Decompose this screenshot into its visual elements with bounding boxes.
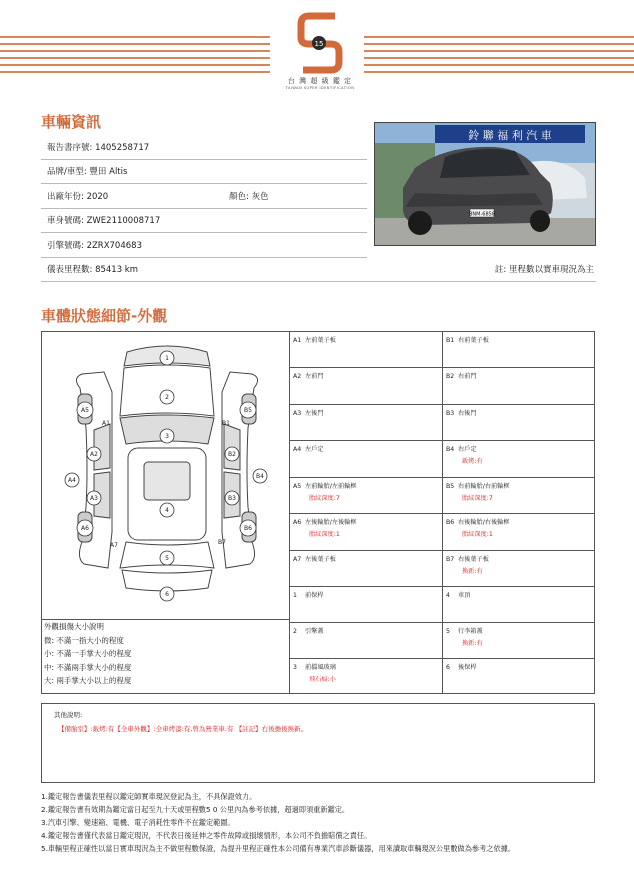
part-label [446,662,592,671]
disclaimer-item: 1.鑑定報告書儀表里程以鑑定師實車現況登記為主，不具保證效力。 [41,792,257,801]
part-label [293,517,439,526]
company-logo [282,12,358,104]
part-cell-right [443,514,595,551]
part-name: 左前葉子板 [305,337,336,344]
part-name: 引擎蓋 [305,628,324,635]
part-cell-left [290,405,443,441]
disclaimer-item: 2.鑑定報告書有效期為鑑定當日起至九十天或里程數5 0 公里內為參考依據，超過即須重新鑑定。 [41,805,350,814]
diagram-label-2: 2 [165,394,169,401]
part-code: B7 [446,556,455,563]
legend-item: 小: 不滿一手掌大小的程度 [44,649,132,658]
part-cell-right [443,368,595,405]
other-notes-box [41,703,595,783]
diagram-label-6: 6 [165,591,169,598]
engine-number: 引擎號碼: 2ZRX704683 [47,241,142,251]
mileage-row [41,258,596,282]
part-name: 車頂 [458,592,471,599]
diagram-label-a2: A2 [90,451,98,458]
part-cell-left [290,441,443,478]
part-code: A5 [293,483,302,490]
diagram-label-a7: A7 [110,542,118,549]
part-label [446,554,592,563]
diagram-label-b1: B1 [222,420,230,427]
notes-title: 其他說明: [54,711,83,719]
part-cell-right [443,441,595,478]
part-cell-left [290,659,443,694]
part-code: B4 [446,446,455,453]
report-number: 報告書序號: 1405258717 [47,143,150,153]
part-cell-right [443,623,595,659]
part-name: 右前門 [458,373,477,380]
part-cell-left [290,478,443,514]
part-name: 右前輪胎/右前輪框 [458,483,510,490]
legend-item: 微: 不滿一指大小的程度 [44,635,124,645]
part-name: 前擋風玻璃 [305,664,336,671]
vehicle-section-title: 車輛資訊 [41,113,102,131]
part-code: A1 [293,337,302,344]
part-label [293,554,439,563]
part-name: 後保桿 [458,664,477,671]
part-code: A7 [293,556,302,563]
part-name: 行李箱蓋 [458,628,483,635]
diagram-label-b3: B3 [228,495,236,502]
part-name: 右後葉子板 [458,556,489,563]
header-stripes-left [0,36,270,81]
part-name: 左前輪胎/左前輪框 [305,483,357,490]
report-number-row [41,136,367,160]
part-name: 左後門 [305,410,324,417]
part-code: B3 [446,410,455,417]
part-cell-right [443,551,595,587]
diagram-label-1: 1 [165,355,169,362]
part-name: 右後輪胎/右後輪框 [458,519,510,526]
part-label [293,626,439,635]
part-cell-left [290,551,443,587]
diagram-label-a5: A5 [81,407,89,414]
part-damage: 胎紋深度:7 [462,495,493,502]
year-color-row [41,185,367,209]
part-label [293,371,439,380]
car-diagram-cell [42,332,290,620]
mileage: 儀表里程數: 85413 km [47,265,139,275]
part-code: B2 [446,373,455,380]
part-name: 前保桿 [305,592,324,599]
brand-row [41,160,367,184]
part-code: B5 [446,483,455,490]
part-cell-right [443,659,595,694]
part-label [446,590,592,599]
brand-model: 品牌/車型: 豐田 Altis [47,167,128,177]
part-cell-right [443,405,595,441]
part-code: 2 [293,628,297,635]
part-name: 右前葉子板 [458,337,489,344]
part-code: A3 [293,410,302,417]
part-code: B6 [446,519,455,526]
part-cell-left [290,514,443,551]
damage-size-legend [42,620,290,694]
diagram-label-a6: A6 [81,525,89,532]
part-label [293,481,439,490]
diagram-label-b2: B2 [228,451,236,458]
exterior-condition-table [41,331,595,694]
part-label [293,444,439,453]
diagram-label-b5: B5 [244,407,252,414]
part-damage: 鈑烤:有 [462,458,483,465]
part-code: 1 [293,592,297,599]
part-name: 左後輪胎/左後輪框 [305,519,357,526]
part-label [446,335,592,344]
part-name: 右戶定 [458,446,477,453]
license-plate: BNM-6858 [468,211,496,218]
notes-content: 【備胎室】:鈑烤:有【全車外觀】:全車烤漆:有,曾為營業車:有 【註記】右後擔後換新。 [58,725,308,733]
part-damage: 胎紋深度:1 [462,531,493,538]
part-code: 3 [293,664,297,671]
diagram-label-4: 4 [165,507,169,514]
diagram-label-b6: B6 [244,525,252,532]
diagram-label-a4: A4 [68,477,76,484]
part-label [293,335,439,344]
part-damage: 胎紋深度:7 [309,495,340,502]
part-cell-left [290,587,443,623]
part-cell-right [443,332,595,368]
part-code: 4 [446,592,450,599]
part-cell-left [290,332,443,368]
part-label [293,590,439,599]
dealer-sign: 鈴 聯 福 利 汽 車 [468,129,552,142]
svg-text:15: 15 [314,40,324,48]
part-label [293,662,439,671]
legend-title: 外觀損傷大小說明 [44,622,104,631]
vehicle-color: 顏色: 灰色 [229,192,269,202]
part-code: 5 [446,628,450,635]
part-label [293,408,439,417]
part-code: 6 [446,664,450,671]
part-damage: 胎紋深度:1 [309,531,340,538]
diagram-label-5: 5 [165,555,169,562]
part-name: 右後門 [458,410,477,417]
vin-row [41,209,367,233]
part-label [446,481,592,490]
part-code: A2 [293,373,302,380]
diagram-label-3: 3 [165,433,169,440]
part-code: A4 [293,446,302,453]
part-code: B1 [446,337,455,344]
part-name: 左後葉子板 [305,556,336,563]
part-code: A6 [293,519,302,526]
part-label [446,517,592,526]
engine-row [41,234,367,258]
diagram-label-b4: B4 [256,473,264,480]
part-damage: 飛石痕:小 [309,676,336,683]
part-label [446,408,592,417]
part-cell-right [443,478,595,514]
diagram-label-a3: A3 [90,495,98,502]
disclaimer-list [41,790,601,855]
vin-number: 車身號碼: ZWE2110008717 [47,216,161,226]
part-name: 左前門 [305,373,324,380]
part-cell-left [290,368,443,405]
part-cell-left [290,623,443,659]
part-label [446,626,592,635]
mileage-note: 註: 里程數以實車現況為主 [494,265,594,275]
logo-chinese-name: 台 灣 超 級 鑑 定 [287,77,353,85]
part-cell-right [443,587,595,623]
legend-item: 大: 兩手掌大小以上的程度 [44,676,132,685]
part-damage: 換新:有 [462,640,483,647]
disclaimer-item: 4.鑑定報告書僅代表當日鑑定現況，不代表日後延伸之零件故障或損壞情形，本公司不負擔賠償之責任。 [41,831,372,840]
manufacture-year: 出廠年份: 2020 [47,192,109,202]
logo-s-icon [297,12,343,74]
legend-item: 中: 不滿兩手掌大小的程度 [44,662,132,672]
part-name: 左戶定 [305,446,324,453]
part-label [446,444,592,453]
part-damage: 換新:有 [462,568,483,575]
part-label [446,371,592,380]
car-diagram [42,332,289,619]
logo-english-name: TAIWAN SUPER IDENTIFICATION [285,86,355,90]
disclaimer-item: 3.汽車引擎、變速箱、電機、電子消耗性零件不在鑑定範圍。 [41,818,235,827]
exterior-section-title: 車體狀態細節-外觀 [41,307,168,325]
disclaimer-item: 5.車輛里程正確性以當日實車現況為主不做里程數保證，為提升里程正確性本公司備有專業汽車診斷儀器，用來讀取車輛現況公里數做為參考之依據。 [41,844,516,853]
header-stripes-right [364,36,634,81]
diagram-label-a1: A1 [102,420,110,427]
diagram-label-b7: B7 [218,539,226,546]
vehicle-photo [374,122,596,246]
